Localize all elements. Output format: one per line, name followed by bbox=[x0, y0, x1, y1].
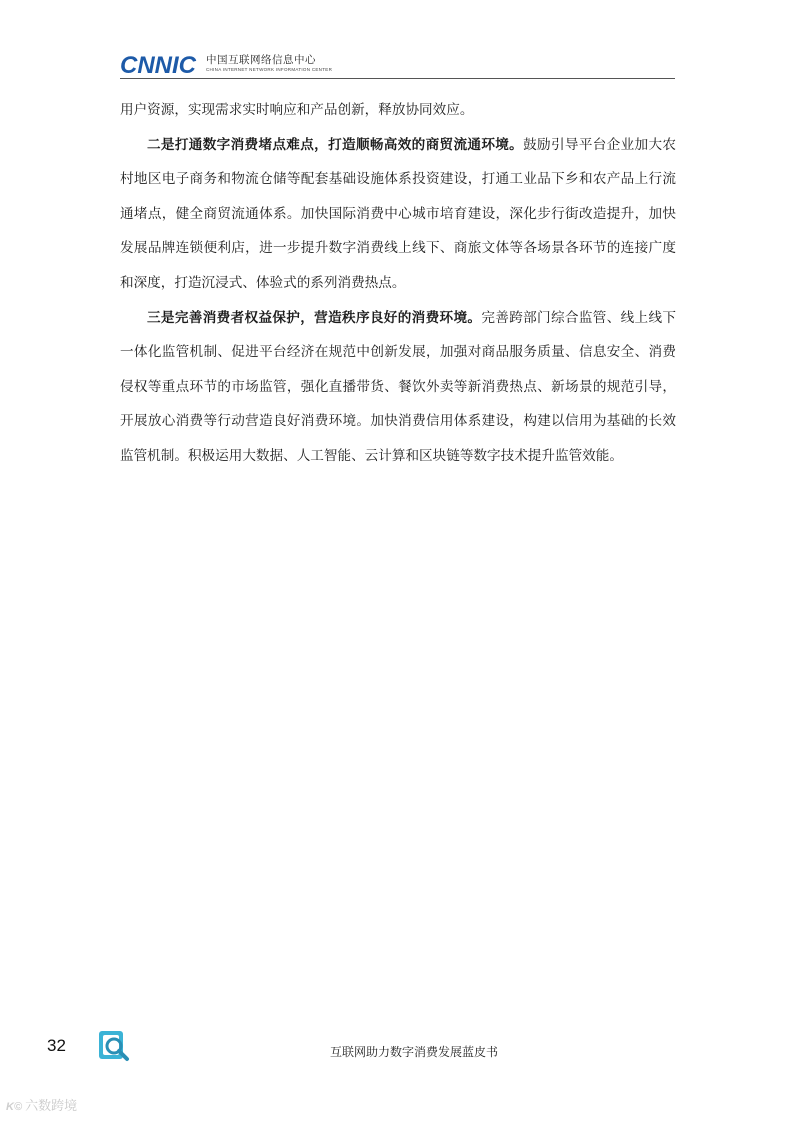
paragraph-2 bbox=[120, 128, 676, 301]
cnnic-logo: CNNIC bbox=[120, 52, 196, 79]
org-name-cn: 中国互联网络信息中心 bbox=[206, 54, 316, 66]
header-divider bbox=[120, 78, 675, 79]
paragraph-3-lead: 三是完善消费者权益保护，营造秩序良好的消费环境。 bbox=[147, 309, 482, 326]
paragraph-3 bbox=[120, 301, 676, 474]
paragraph-1 bbox=[120, 93, 676, 128]
paragraph-1-text: 用户资源，实现需求实时响应和产品创新，释放协同效应。 bbox=[120, 102, 474, 118]
book-title: 互联网助力数字消费发展蓝皮书 bbox=[330, 1045, 499, 1059]
paragraph-2-lead: 二是打通数字消费堵点难点，打造顺畅高效的商贸流通环境。 bbox=[147, 136, 524, 153]
watermark-logo: K© bbox=[6, 1101, 23, 1113]
org-name-en: CHINA INTERNET NETWORK INFORMATION CENTER bbox=[206, 67, 333, 72]
paragraph-2-text: 鼓励引导平台企业加大农村地区电子商务和物流仓储等配套基础设施体系投资建设，打通工业品下乡和农产品上行流通堵点，健全商贸流通体系。加快国际消费中心城市培育建设，深化步行街改造提升，加快发展品牌连锁便利店，进一步提升数字消费线上线下、商旅文体等各场景各环节的连接广度和深度，打造沉浸式、体验式的系列消费热点。 bbox=[120, 136, 677, 291]
page-header bbox=[120, 50, 675, 78]
watermark-text: 六数跨境 bbox=[25, 1099, 78, 1114]
watermark bbox=[6, 1095, 77, 1114]
body-text bbox=[120, 93, 676, 474]
magnifier-book-icon bbox=[97, 1029, 131, 1063]
paragraph-3-text: 完善跨部门综合监管、线上线下一体化监管机制、促进平台经济在规范中创新发展，加强对商品服务质量、信息安全、消费侵权等重点环节的市场监管，强化直播带货、餐饮外卖等新消费热点、新场景的规范引导，开展放心消费等行动营造良好消费环境。加快消费信用体系建设，构建以信用为基础的长效监管机制。积极运用大数据、人工智能、云计算和区块链等数字技术提升监管效能。 bbox=[120, 309, 677, 464]
page-number: 32 bbox=[47, 1036, 66, 1055]
